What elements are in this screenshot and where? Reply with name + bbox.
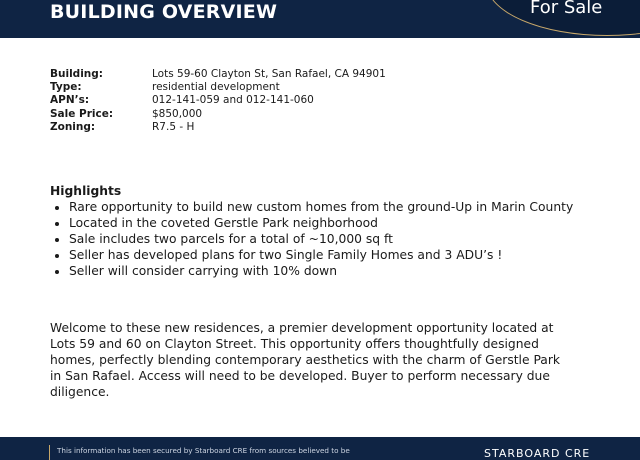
overview-label: Sale Price: <box>50 107 114 120</box>
overview-row-building <box>50 68 386 81</box>
overview-row-type <box>50 81 386 94</box>
highlights-heading: Highlights <box>50 184 122 198</box>
highlight-item: Seller has developed plans for two Single Family Homes and 3 ADU’s ! <box>50 248 590 264</box>
overview-label: Zoning: <box>50 120 96 133</box>
overview-value: residential development <box>152 81 280 94</box>
overview-value: Lots 59-60 Clayton St, San Rafael, CA 94901 <box>152 68 386 80</box>
overview-row-zoning <box>50 121 386 134</box>
overview-value: $850,000 <box>152 107 203 120</box>
overview-row-apn <box>50 94 386 107</box>
page-header <box>0 0 640 38</box>
description-paragraph: Welcome to these new residences, a premier development opportunity located at Lots 59 and 60 on Clayton Street. This opportunity offers thoughtfully designed homes, perfectly blending contemporary aesthetics with the charm of Gerstle Park in San Rafael. Access will need to be developed. Buyer to perform necessary due diligence. <box>50 321 561 400</box>
footer-disclaimer: This information has been secured by Starboard CRE from sources believed to be <box>57 446 350 455</box>
overview-value: R7.5 - H <box>152 120 195 133</box>
highlight-item: Located in the coveted Gerstle Park neighborhood <box>50 216 590 232</box>
highlight-item: Sale includes two parcels for a total of ~10,000 sq ft <box>50 232 590 248</box>
highlight-item: Rare opportunity to build new custom homes from the ground-Up in Marin County <box>50 200 590 216</box>
highlight-item: Seller will consider carrying with 10% down <box>50 264 590 280</box>
overview-value: 012-141-059 and 012-141-060 <box>152 94 314 107</box>
overview-label: APN’s: <box>50 94 90 107</box>
footer-divider <box>49 445 50 460</box>
overview-label: Building: <box>50 68 103 80</box>
brand-logo-text: STARBOARD CRE <box>484 447 591 460</box>
overview-table <box>50 68 386 134</box>
page-title: BUILDING OVERVIEW <box>50 1 278 23</box>
overview-label: Type: <box>50 81 82 94</box>
page-footer <box>0 437 640 460</box>
highlights-section <box>50 184 590 280</box>
for-sale-badge: For Sale <box>530 0 603 18</box>
highlights-list <box>50 200 590 280</box>
overview-row-sale-price <box>50 108 386 121</box>
